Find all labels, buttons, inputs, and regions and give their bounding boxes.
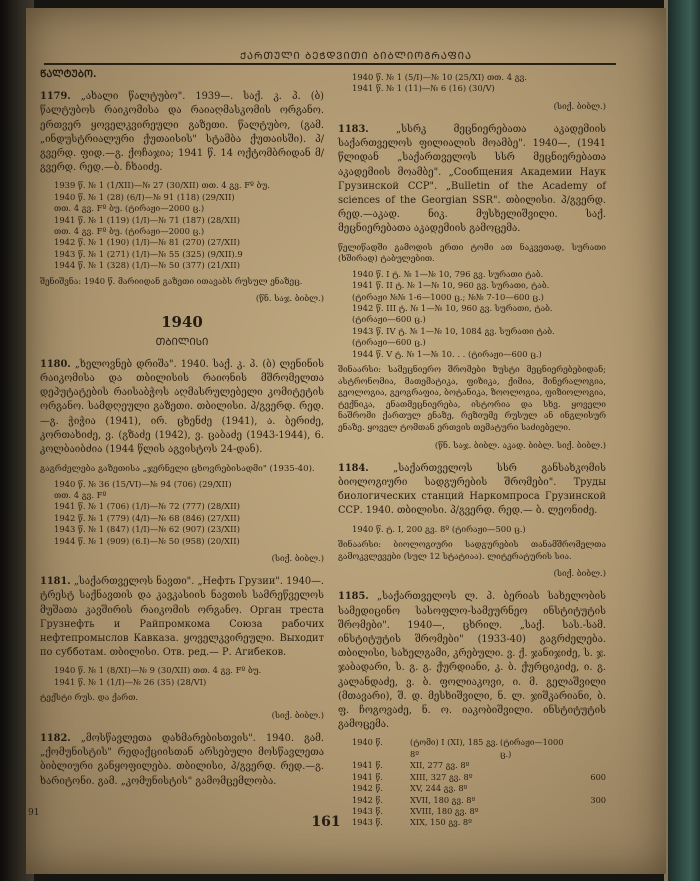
book-page	[26, 8, 666, 874]
table-cell-year: 1943 წ.	[352, 805, 383, 816]
table-cell-year: 1940 წ.	[352, 737, 383, 748]
running-header: ᲥᲐᲠᲗᲣᲚᲘ ᲑᲔᲭᲓᲕᲘᲗᲘ ᲑᲘᲑᲚᲘᲝᲒᲠᲐᲤᲘᲐ	[239, 51, 473, 62]
section-title: ᲬᲐᲚᲢᲣᲑᲝ.	[40, 69, 97, 80]
table-cell-count	[566, 760, 606, 771]
entry-1179	[40, 90, 324, 175]
table-cell-volume: (ტომი) I (XI), 185 გვ. 8º	[410, 737, 498, 759]
issue-line: 1944 წ. № 1 (909) (6.I)—№ 50 (958) (20/XII)	[54, 535, 240, 546]
table-row	[338, 760, 606, 771]
entry-number: 1181.	[40, 576, 71, 588]
issue-line: 1940 წ. I ტ. № 1—№ 10, 796 გვ. სურათი ტაბ.	[352, 268, 544, 279]
issue-line: 1941 წ. II ტ. № 1—№ 10, 960 გვ. სურათი, ტაბ.	[352, 280, 550, 291]
entry-text: „საქართველოს ნავთი". „Нефть Грузии". 1940—. ტრესტ საქნავთის და კავკასიის ნავთის სამრეწველოს მუშათა კავშირის რაიკომის ორგანო. Орган треста Грузнефть и Райпромкома Союза рабочих нефтепромыслов Кавказа. ყოველკვირეული. Выходит по субботам. თბილისი. Отв. ред.— Р. Агибеков.	[40, 576, 324, 659]
issue-line: თთ. 4 გვ. Fº	[54, 489, 107, 500]
right-column	[338, 70, 606, 833]
table-cell-volume: XVII, 180 გვ. 8º	[410, 794, 476, 805]
table-cell-note	[500, 760, 566, 771]
entry-1185	[338, 590, 606, 732]
issue-line: 1944 წ. V ტ. № 1—№ 10. . . (ტირაჟი—600 ც.)	[352, 348, 542, 359]
table-cell-note	[500, 772, 566, 783]
entry-source: (სიქ. ბიბლ.)	[553, 100, 606, 111]
entry-note: ტექსტი რუს. და ქართ.	[40, 692, 139, 703]
issue-line: 1944 წ. № 1 (328) (1/I)—№ 50 (377) (21/XII)	[54, 260, 240, 271]
issue-line: 1943 წ. № 1 (847) (1/I)—№ 62 (907) (23/XII)	[54, 524, 240, 535]
entry-1181	[40, 575, 324, 660]
table-cell-count	[566, 806, 606, 817]
table-row	[338, 772, 606, 783]
issue-line: 1942 წ. № 1 (779) (4/I)—№ 68 (846) (27/XII)	[54, 512, 240, 523]
entry-note: შენიშვნა: 1940 წ. მარიიდან გაზეთი ითავაბს რუსულ ენაზეც.	[40, 275, 303, 286]
entry-1180	[40, 358, 324, 457]
book-binding	[668, 0, 700, 881]
table-cell-volume: XIX, 150 გვ. 8º	[410, 817, 472, 828]
issue-line: 1940 წ. № 1 (8/XI)—№ 9 (30/XII) თთ. 4 გვ. Fº ბუ.	[54, 665, 262, 676]
table-cell-count	[566, 817, 606, 828]
entry-1184-issues	[338, 524, 606, 535]
entry-1181-issues	[40, 665, 324, 688]
entry-text: „საქართველოს ლ. პ. ბერიას სახელობის სამედიცინო სასოფლო-სამეურნეო ინსტიტუტის შრომები". 1940—, ცხრილ. „საქ. სას.-სამ. ინსტიტუტის შრომები" (1933-40) გაგრძელება. თბილისი, სახელგამი, კრებული. ვ. ქ. ჯანიჯიძე, ს. ჯ. ჯაბადარი, ს. გ. გ. ქურდიანი, კ. ბ. ქურციკიძე, ი. გ. კალანდაძე, ვ. ბ. ფოლიაკოვი, ი. მ. გელაშვილი (მთავარი), შ. დ. მესხიშვილი, ნ. ლ. ჯიშკარიანი, ბ. ფ. ჩოგოვაძე, ნ. ო. იაკობიშვილი. ინსტიტუტის გამოცემა.	[338, 591, 606, 731]
table-cell-year: 1941 წ.	[352, 760, 383, 771]
issue-line: 1941 წ. № 1 (11)—№ 6 (16) (30/V)	[352, 83, 495, 94]
table-row	[338, 817, 606, 828]
issue-line: თთ. 4 გვ. Fº ბუ. (ტირაჟი—2000 ც.)	[54, 226, 205, 237]
table-cell-note	[500, 795, 566, 806]
issue-line: 1941 წ. № 1 (706) (1/I)—№ 72 (777) (28/XII)	[54, 501, 240, 512]
table-cell-volume: XVIII, 180 გვ. 8º	[410, 805, 479, 816]
entry-number: 1180.	[40, 358, 71, 370]
entry-source: (სიქ. ბიბლ.)	[553, 568, 606, 579]
entry-number: 1184.	[338, 462, 369, 474]
table-row	[338, 806, 606, 817]
entry-number: 1185.	[338, 591, 369, 603]
issue-line: 1941 წ. № 1 (1/I)—№ 26 (35) (28/VI)	[54, 676, 207, 687]
table-row	[338, 795, 606, 806]
entry-continuation: გაგრძელება გაზეთისა „ჯერნელი ცხოვრებისადმი" (1935-40).	[40, 464, 315, 475]
issue-line: 1941 წ. № 1 (119) (1/I)—№ 71 (187) (28/XII)	[54, 214, 240, 225]
table-cell-count: 600	[590, 771, 606, 782]
entry-1183-issues	[338, 269, 606, 360]
entry-number: 1183.	[338, 124, 369, 136]
entry-text: „მოსწავლეთა დახმარებისთვის". 1940. გამ. „ქომუნისტის" რედაქციისთან არსებული მოსწავლეთა ბიბლიური განყოფილება. თბილისი, პ/გვერდ. რედ.—გ. ხარიტონი. გამ. „კომუნისტის" გამომცემლობა.	[40, 732, 324, 787]
issue-line: 1940 წ. № 1 (28) (6/I)—№ 91 (118) (29/XII)	[54, 191, 235, 202]
entry-1182	[40, 732, 324, 789]
entry-source: (წნ. საჯ. ბიბლ.)	[255, 293, 324, 304]
left-column	[40, 68, 324, 794]
table-cell-count: 300	[590, 794, 606, 805]
table-cell-volume: XIII, 327 გვ. 8º	[410, 771, 473, 782]
entry-source: (წნ. საჯ. ბიბლ. აკად. ბიბლ. სიქ. ბიბლ.)	[434, 439, 606, 450]
entry-number: 1182.	[40, 732, 71, 744]
table-cell-note: (ტირაჟი—1000 ც.)	[500, 737, 564, 759]
issue-line: 1942 წ. III ტ. № 1—№ 10, 960 გვ. სურათი, ტაბ.	[352, 303, 553, 314]
page-number: 161	[311, 814, 341, 830]
entry-text: „ახალი წალტუბო". 1939—. საქ. კ. პ. (ბ) წალტუბოს რაიკომისა და რაიაღმასკომის ორგანო. ერთვერ ყოველკვირეული გაზეთი. წალტუბო, (გამ. „ინდუსტრიალური ქუთაისის" სტამბა ქუთაისში). პ/გვერდ. ფიდ.—გ. ქოჩაჯია; 1941 წ. 14 ოქტომბრიდან მ/გვერდ. რედ.—ბ. ჩხაიძე.	[40, 91, 324, 174]
entry-1183	[338, 123, 606, 237]
entry-text: „საქართველოს სსრ განსახკომის ბიოლოგიური სადგურების შრომები". Труды биологических станций Наркомпроса Грузинской ССР. 1940. თბილისი. პ/გვერდ. რედ.— ბ. ლეონიძე.	[338, 462, 606, 517]
entry-source: (სიქ. ბიბლ.)	[271, 552, 324, 563]
table-cell-year: 1942 წ.	[352, 794, 383, 805]
entry-text: „სსრკ მეცნიერებათა აკადემიის საქართველოს ფილიალის მოამბე". 1940—, (1941 წლიდან „საქართველოს სსრ მეცნიერებათა აკადემიის მოამბე". „Сообщения Академии Наук Грузинской ССР". „Bulletin of the Academy of sciences of the Georgian SSR". თბილისი. პ/გვერდ. რედ.—აკად. ნიკ. მუსხელიშვილი. საქ. მეცნიერებათა აკადემიის გამოცემა.	[338, 124, 606, 235]
city-heading: ᲗᲑᲘᲚᲘᲡᲘ	[155, 336, 209, 348]
issue-line: (ტირაჟი №№ 1-6—1000 ც.; №№ 7-10—600 ც.)	[352, 291, 544, 302]
year-heading: 1940	[161, 313, 203, 332]
issue-line: (ტირაჟი—600 ც.)	[352, 314, 426, 325]
entry-1179-issues	[40, 180, 324, 271]
table-row	[338, 783, 606, 794]
table-cell-count	[566, 737, 606, 760]
issue-line: 1943 წ. № 1 (271) (1/I)—№ 55 (325) (9/XII).9	[54, 248, 243, 259]
entry-1180-issues	[40, 479, 324, 547]
entry-text: „ხელოვნებ დრიშა". 1940. საქ. კ. პ. (ბ) ლენინის რაიკომისა და თბილისის რაიონის მშრომელთა დეპუტატების რაისაბჭოს აღმასრულებელი კომიტეტის ორგანო. სამდღეული გაზეთი. თბილისი. პ/გვერდ. რედ.—გ. ჭიჭია (1941), ირ. ცხენძე (1941), ა. ბერიძე, კორთახიძე, ვ. (გზაძე (1942), ვ. ცაბაძე (1943-1944), 6. კოლბაიბძია (1944 წლის აგვისტოს 24-დან).	[40, 358, 324, 456]
issue-line: 1940 წ. № 36 (15/VI)—№ 94 (706) (29/XII)	[54, 478, 232, 489]
entry-intro: წელიწადში გამოდის ერთი ტომი ათ ნაკვეთად, სურათი (ხშირად) ტაბულებით.	[338, 241, 606, 264]
table-cell-year: 1942 წ.	[352, 783, 383, 794]
table-cell-volume: XII, 277 გვ. 8º	[410, 760, 470, 771]
issue-line: თთ. 4 გვ. Fº ბუ. (ტირაჟი—2000 ც.)	[54, 203, 205, 214]
volumes-table	[338, 737, 606, 828]
issue-line: 1939 წ. № 1 (1/XII)—№ 27 (30/XII) თთ. 4 გვ. Fº ბუ.	[54, 180, 270, 191]
issue-line: 1940 წ. № 1 (5/I)—№ 10 (25/XI) თთ. 4 გვ.	[352, 72, 527, 82]
entry-1184	[338, 462, 606, 519]
table-cell-volume: XV, 244 გვ. 8º	[410, 783, 468, 794]
entry-source: (სიქ. ბიბლ.)	[271, 709, 324, 720]
issue-line: 1943 წ. IV ტ. № 1—№ 10, 1084 გვ. სურათი ტაბ.	[352, 325, 555, 336]
header-rule	[44, 63, 616, 65]
issue-line: (ტირაჟი—600 ც.)	[352, 337, 426, 348]
issue-line: 1942 წ. № 1 (190) (1/I)—№ 81 (270) (27/XII)	[54, 237, 240, 248]
table-cell-year: 1943 წ.	[352, 817, 383, 828]
margin-number: 91	[28, 808, 40, 818]
table-cell-year: 1941 წ.	[352, 771, 383, 782]
issue-line: 1940 წ. ტ. I, 200 გვ. 8º (ტირაჟი—500 ც.)	[352, 523, 526, 534]
table-row	[338, 737, 606, 760]
entry-note: შინაარსი: ბიოლოგიური სადგურების თანამშრომელთა გამოკვლევები (სულ 12 სტატიაა). ლიტერატურის სია.	[338, 539, 606, 561]
continued-issues	[338, 72, 606, 95]
table-cell-count	[566, 783, 606, 794]
table-cell-note	[500, 806, 566, 817]
entry-note: შინაარსი: სამეცნიერო შრომები ზუსტი მეცნიერებებიდან; ასტრონომია, მათემატიკა, ფიზიკა, ქიმია, მინერალოგია, გეოლოგია, გეოგრაფია, ბოტანიკა, ზოოლოგია, ფიზიოლოგია, ტექნიკა, ენათმეცნიერება, ისტორია და სხვ. ყოველი ნაშრომი ქართულ ენაზე, რეზიუმე რუსულ ან ინგლისურ ენაზე. ყოველ ტომთან ერთვის თემატური საძიებელი.	[338, 364, 606, 433]
table-cell-note	[500, 783, 566, 794]
entry-number: 1179.	[40, 91, 71, 103]
table-cell-note	[500, 817, 566, 828]
